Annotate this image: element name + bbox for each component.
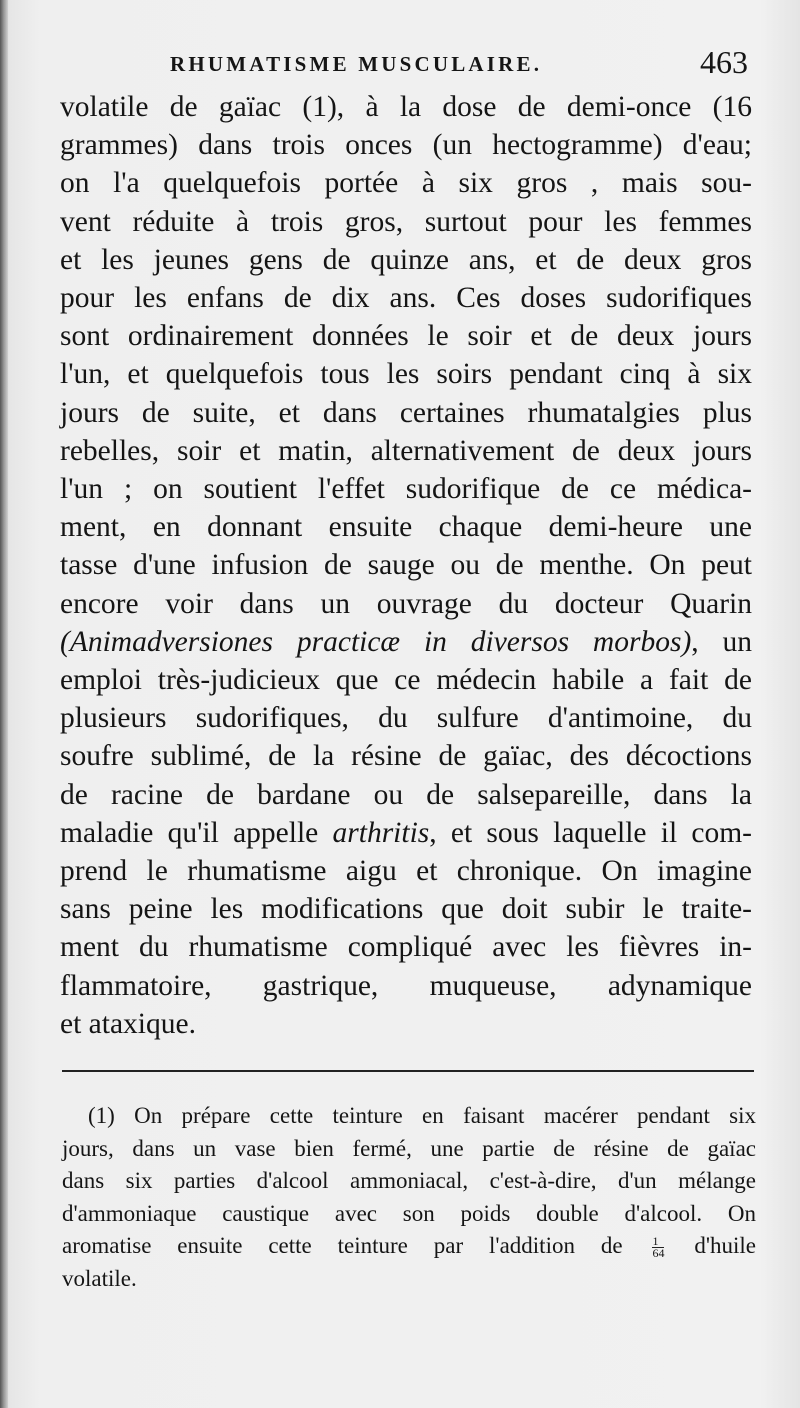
footnote-block	[62, 1100, 756, 1295]
text-line: grammes) dans trois onces (un hectogramme) d'eau;	[60, 129, 752, 162]
page-number: 463	[700, 44, 748, 80]
text-line: emploi très-judicieux que ce médecin habile a fait de	[60, 664, 752, 697]
text-segment: , et sous laquelle il com-	[429, 816, 753, 849]
main-text-block	[60, 88, 752, 1043]
text-line: vent réduite à trois gros, surtout pour les femmes	[60, 205, 752, 238]
text-line: l'un ; on soutient l'effet sudorifique de ce médica-	[60, 473, 752, 506]
footnote-line: volatile.	[62, 1265, 137, 1291]
text-line: ment du rhumatisme compliqué avec les fièvres in-	[60, 931, 752, 964]
text-segment: maladie qu'il appelle	[60, 816, 333, 849]
text-line: on l'a quelquefois portée à six gros , mais sou-	[60, 167, 752, 200]
footnote-text: aromatise ensuite cette teinture par l'addition de	[62, 1233, 623, 1258]
text-line: tasse d'une infusion de sauge ou de menthe. On peut	[60, 549, 752, 582]
text-line: flammatoire, gastrique, muqueuse, adynamique	[60, 969, 752, 1002]
fraction-numerator: 1	[652, 1236, 664, 1248]
text-line: jours de suite, et dans certaines rhumatalgies plus	[60, 396, 752, 429]
page-spine-shadow	[0, 0, 8, 1408]
footnote-separator	[62, 1070, 754, 1072]
text-line: sont ordinairement données le soir et de deux jours	[60, 320, 752, 353]
footnote-line: d'ammoniaque caustique avec son poids double d'alcool. On	[62, 1200, 756, 1226]
footnote-line: jours, dans un vase bien fermé, une partie de résine de gaïac	[62, 1135, 756, 1161]
text-line: sans peine les modifications que doit subir le traite-	[60, 893, 752, 926]
fraction-denominator: 64	[652, 1246, 665, 1261]
text-segment: , un	[691, 625, 753, 658]
text-line	[60, 814, 752, 852]
text-line: volatile de gaïac (1), à la dose de demi-once (16	[60, 91, 752, 123]
text-line: prend le rhumatisme aigu et chronique. On imagine	[60, 855, 752, 888]
italic-title: (Animadversiones practicæ in diversos morbos)	[60, 625, 692, 658]
text-line: ment, en donnant ensuite chaque demi-heure une	[60, 511, 752, 544]
text-line: pour les enfans de dix ans. Ces doses sudorifiques	[60, 282, 752, 315]
text-line: et ataxique.	[60, 1007, 196, 1040]
text-line: l'un, et quelquefois tous les soirs pendant cinq à six	[60, 358, 752, 391]
text-line: soufre sublimé, de la résine de gaïac, des décoctions	[60, 740, 752, 773]
text-line: et les jeunes gens de quinze ans, et de deux gros	[60, 243, 752, 276]
text-line: encore voir dans un ouvrage du docteur Quarin	[60, 587, 752, 620]
footnote-line-fraction	[62, 1230, 756, 1263]
text-line: plusieurs sudorifiques, du sulfure d'antimoine, du	[60, 702, 752, 735]
footnote-line: dans six parties d'alcool ammoniacal, c'est-à-dire, d'un mélange	[62, 1168, 756, 1193]
text-line	[60, 623, 752, 661]
text-line: rebelles, soir et matin, alternativement de deux jours	[60, 434, 752, 467]
footnote-text: d'huile	[694, 1233, 757, 1258]
fraction	[652, 1236, 664, 1259]
footnote-line: (1) On prépare cette teinture en faisant macérer pendant six	[88, 1103, 756, 1128]
italic-title: arthritis	[332, 816, 430, 849]
text-line: de racine de bardane ou de salsepareille, dans la	[60, 778, 752, 811]
running-title: RHUMATISME MUSCULAIRE.	[170, 52, 543, 76]
